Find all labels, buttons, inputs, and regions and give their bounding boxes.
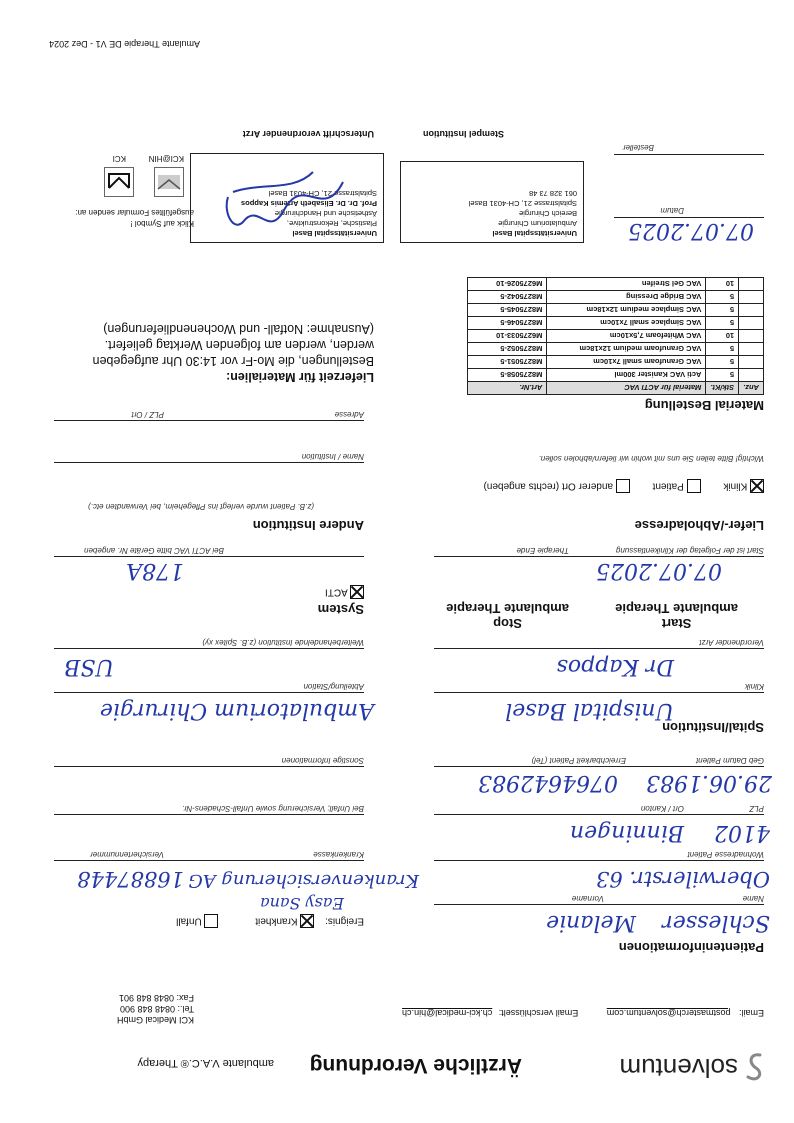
row-anz[interactable] — [739, 278, 764, 291]
liefer-klinik-checkbox[interactable] — [750, 479, 764, 493]
material-header-row — [468, 382, 764, 395]
table-row — [468, 278, 764, 291]
email-enc-label: Email verschlüsselt: — [498, 1008, 579, 1018]
table-row — [468, 356, 764, 369]
liefer-patient-checkbox[interactable] — [687, 479, 701, 493]
stamp2-line-2: Plastische, Rekonstruktive, — [286, 219, 377, 228]
row-artnr: M8275045-5 — [468, 304, 547, 317]
row-anz[interactable] — [739, 291, 764, 304]
stempel-label: Stempel Institution — [423, 129, 504, 139]
unfall-label: Unfall — [176, 915, 202, 927]
row-material: VAC Simplace small 7x10cm — [547, 317, 706, 330]
wichtig-note: Wichtig! Bitte teilen Sie uns mit wohin wir liefern/abholen sollen. — [538, 454, 764, 463]
row-anz[interactable] — [739, 317, 764, 330]
name-line — [434, 904, 764, 905]
name-label: Name — [742, 894, 764, 903]
stamp1-line-4: Spitalstrasse 21, CH-4031 Basel — [468, 199, 577, 208]
krankheit-label: Krankheit — [255, 915, 298, 927]
krankheit-checkbox[interactable] — [300, 914, 314, 928]
row-artnr: M8275052-5 — [468, 343, 547, 356]
row-stk: 5 — [706, 304, 739, 317]
signature-scribble — [213, 162, 353, 242]
name-inst-label: Name / Institution — [301, 452, 364, 461]
stamp1-line-3: Bereich Chirurgie — [519, 209, 577, 218]
start-label: Start ist der Folgetag der Klinikentlassung — [615, 546, 764, 555]
start-title-2: ambulante Therapie — [615, 601, 738, 616]
besteller-label: Besteller — [622, 143, 654, 152]
row-artnr: M8275042-5 — [468, 291, 547, 304]
document-subtitle: ambulante V.A.C.® Therapy — [137, 1057, 274, 1069]
company-name: KCI Medical GmbH — [116, 1015, 194, 1025]
row-artnr: M6275026-10 — [468, 278, 547, 291]
row-material: Acti VAC Kanister 300ml — [547, 369, 706, 382]
stop-title — [446, 601, 569, 631]
arzt-label: Verordnender Arzt — [699, 638, 764, 647]
email-label: Email: — [738, 1008, 764, 1018]
row-stk: 5 — [706, 369, 739, 382]
datum-value: 07.07.2025 — [628, 218, 754, 243]
email-row — [402, 1008, 764, 1018]
lieferzeit-line-2: werden, werden am folgenden Werktag geliefert. — [104, 338, 374, 352]
besteller-line — [614, 154, 764, 155]
system-title: System — [317, 602, 364, 617]
weiter-value: USB — [64, 654, 114, 679]
name-inst-line — [54, 462, 364, 463]
datum-line — [614, 217, 764, 218]
start-line — [434, 556, 764, 557]
row-artnr: M8275046-5 — [468, 317, 547, 330]
lieferzeit-block — [93, 321, 374, 385]
company-fax: Fax: 0848 848 901 — [118, 993, 194, 1003]
lieferzeit-title: Lieferzeit für Materialien: — [226, 370, 374, 384]
col-anz: Anz. — [739, 382, 764, 395]
abteilung-line — [54, 692, 364, 693]
acti-label: ACTI — [324, 586, 348, 598]
ort-value: Binningen — [569, 820, 684, 845]
row-stk: 5 — [706, 356, 739, 369]
plz-line — [434, 814, 764, 815]
plz-label: PLZ — [749, 804, 764, 813]
adresse-label: Adresse — [334, 410, 364, 419]
company-tel: Tel.: 0848 848 900 — [119, 1004, 194, 1014]
acti-checkbox[interactable] — [350, 585, 364, 599]
header — [0, 1025, 794, 1085]
email-link[interactable]: postmasterch@solventum.com — [606, 1008, 731, 1018]
kcihin-label: KCI@HIN — [148, 154, 184, 163]
lieferzeit-line-1: Bestellungen, die Mo-Fr vor 14:30 Uhr aufgegeben — [92, 354, 374, 368]
liefer-anderer-label: anderer Ort (rechts angeben) — [483, 480, 614, 492]
liefer-klinik-label: Klinik — [723, 480, 748, 492]
geb-label: Geb Datum Patient — [695, 756, 764, 765]
stamp2-line-4: Prof. Dr. Dr. Elisabeth Artemis Kappos — [240, 199, 377, 208]
row-artnr: M8275051-5 — [468, 356, 547, 369]
stempel-box — [400, 161, 584, 243]
andere-title: Andere Institution — [252, 518, 364, 533]
table-row — [468, 291, 764, 304]
row-artnr: M8275058-5 — [468, 369, 547, 382]
name-value: Schlesser — [662, 910, 770, 935]
material-table — [467, 277, 764, 395]
kci-label: KCI — [112, 154, 126, 163]
plz-ort-label: PLZ / Ort — [131, 410, 164, 419]
stamp1-line-2: Ambulatorium Chirurgie — [498, 219, 577, 228]
document-title: Ärztliche Verordnung — [309, 1054, 522, 1077]
geb-value: 29.06.1983 — [646, 770, 772, 795]
plz-value: 4102 — [714, 820, 770, 845]
wohnadresse-label: Wohnadresse Patient — [687, 850, 764, 859]
tel-value: 0764642983 — [478, 770, 618, 795]
weiter-label: Weiterbehandelnde Institution (z.B. Spitex xy) — [202, 638, 364, 647]
sonstige-label: Sonstige Informationen — [281, 756, 364, 765]
vorname-label: Vorname — [571, 894, 604, 903]
abteilung-label: Abteilung/Station — [303, 682, 364, 691]
krankenkasse-value: Krankenversicherung AG — [188, 870, 419, 891]
ereignis-row — [176, 914, 364, 928]
table-row — [468, 317, 764, 330]
row-material: VAC Gel Streifen — [547, 278, 706, 291]
row-anz[interactable] — [739, 304, 764, 317]
row-stk: 5 — [706, 317, 739, 330]
row-material: VAC Simplace medium 12x18cm — [547, 304, 706, 317]
material-section-title: Material Bestellung — [644, 398, 764, 413]
geb-line — [434, 766, 764, 767]
row-artnr: M6275033-10 — [468, 330, 547, 343]
unfall-vers-label: Bei Unfall; Versicherung sowie Unfall-Schadens-Nr. — [181, 804, 364, 813]
table-row — [468, 330, 764, 343]
row-stk: 5 — [706, 291, 739, 304]
abteilung-value: Ambulatorium Chirurgie — [99, 698, 374, 723]
acti-row — [325, 585, 364, 599]
sonstige-line — [54, 766, 364, 767]
stop-title-1: Stop — [493, 616, 523, 631]
andere-note: (z.B. Patient wurde verlegt ins Pflegeheim, bei Verwandten etc.) — [87, 502, 314, 511]
krankenkasse-line — [54, 860, 364, 861]
ort-label: Ort / Kanton — [640, 804, 684, 813]
krankenkasse-label: Krankenkasse — [313, 850, 364, 859]
stamp1-line-1: Universitätsspital Basel — [492, 229, 577, 238]
acti-hint: Bei ACTI VAC bitte Geräte Nr. angeben — [84, 546, 224, 555]
row-stk: 5 — [706, 343, 739, 356]
tel-label: Erreichbarkeit Patient (Tel) — [531, 756, 626, 765]
liefer-section-title: Liefer-/Abholadresse — [634, 518, 764, 533]
stop-title-2: ambulante Therapie — [446, 601, 569, 616]
klinik-line — [434, 692, 764, 693]
patient-section-title: Patienteninformationen — [618, 940, 764, 955]
col-material: Material für ACTI VAC — [547, 382, 706, 395]
stamp1-line-5: 061 328 73 48 — [529, 189, 577, 198]
krankenkasse-value-2: Easy Sana — [260, 894, 344, 913]
arzt-value: Dr Kappos — [556, 654, 674, 679]
weiter-line — [54, 648, 364, 649]
row-stk: 10 — [706, 330, 739, 343]
row-stk: 10 — [706, 278, 739, 291]
unterschrift-label: Unterschrift verordnender Arzt — [242, 129, 374, 139]
stamp2-line-1: Universitätsspital Basel — [292, 229, 377, 238]
kcihin-mail-icon[interactable] — [154, 167, 184, 197]
liefer-anderer-checkbox[interactable] — [616, 479, 630, 493]
liefer-patient-label: Patient — [652, 480, 684, 492]
stamp2-line-5: Spitalstrasse 21, CH-4031 Basel — [268, 189, 377, 198]
klick-note-2: ausgefülltes Formular senden an: — [75, 208, 194, 217]
row-anz[interactable] — [739, 343, 764, 356]
row-anz[interactable] — [739, 356, 764, 369]
col-artnr: Art.Nr. — [468, 382, 547, 395]
ende-label: Therapie Ende — [516, 546, 569, 555]
row-material: VAC Whitefoam 7,5x10cm — [547, 330, 706, 343]
datum-label: Datum — [660, 206, 684, 215]
klick-note — [75, 207, 194, 229]
kci-mail-icon[interactable] — [104, 167, 134, 197]
table-row — [468, 369, 764, 382]
brand-name: solventum — [619, 1053, 738, 1083]
col-stk: Stk/Kt. — [706, 382, 739, 395]
vorname-value: Melanie — [546, 910, 636, 935]
start-value: 07.07.2025 — [596, 558, 722, 583]
versichertennummer-label: Versichertennummer — [90, 850, 164, 859]
klinik-value: Unispital Basel — [505, 698, 674, 723]
start-title-1: Start — [661, 616, 692, 631]
unfall-vers-line — [54, 814, 364, 815]
row-anz[interactable] — [739, 369, 764, 382]
wohnadresse-value: Oberwilerstr. 63 — [595, 867, 770, 891]
liefer-options — [484, 479, 764, 493]
version-footer: Amulante Therapie DE V1 - Dez 2024 — [49, 39, 200, 49]
row-material: VAC Granufoam small 7x10cm — [547, 356, 706, 369]
table-row — [468, 343, 764, 356]
spital-section-title: Spital/Institution — [662, 720, 764, 735]
start-title — [615, 601, 738, 631]
ereignis-label: Ereignis: — [325, 915, 364, 927]
table-row — [468, 304, 764, 317]
unterschrift-box — [190, 153, 384, 243]
klinik-label: Klinik — [744, 682, 764, 691]
acti-value: 178A — [126, 558, 184, 583]
adresse-line — [54, 420, 364, 421]
wohnadresse-line — [434, 860, 764, 861]
email-enc-link[interactable]: ch.kci-medical@hin.ch — [402, 1008, 493, 1018]
solventum-logo-icon — [740, 1049, 766, 1083]
row-material: VAC Bridge Dressing — [547, 291, 706, 304]
arzt-line — [434, 648, 764, 649]
versichertennummer-value: 16887448 — [77, 867, 184, 891]
klick-note-1: Klick auf Symbol ! — [130, 219, 194, 228]
row-anz[interactable] — [739, 330, 764, 343]
company-info — [117, 992, 194, 1025]
lieferzeit-line-3: (Ausnahme: Notfall- und Wochenendlieferungen) — [103, 322, 374, 336]
stamp2-line-3: Ästhetische und Handchirurgie — [274, 209, 377, 218]
acti-line — [54, 556, 364, 557]
row-material: VAC Granufoam medium 12x18cm — [547, 343, 706, 356]
unfall-checkbox[interactable] — [205, 914, 219, 928]
